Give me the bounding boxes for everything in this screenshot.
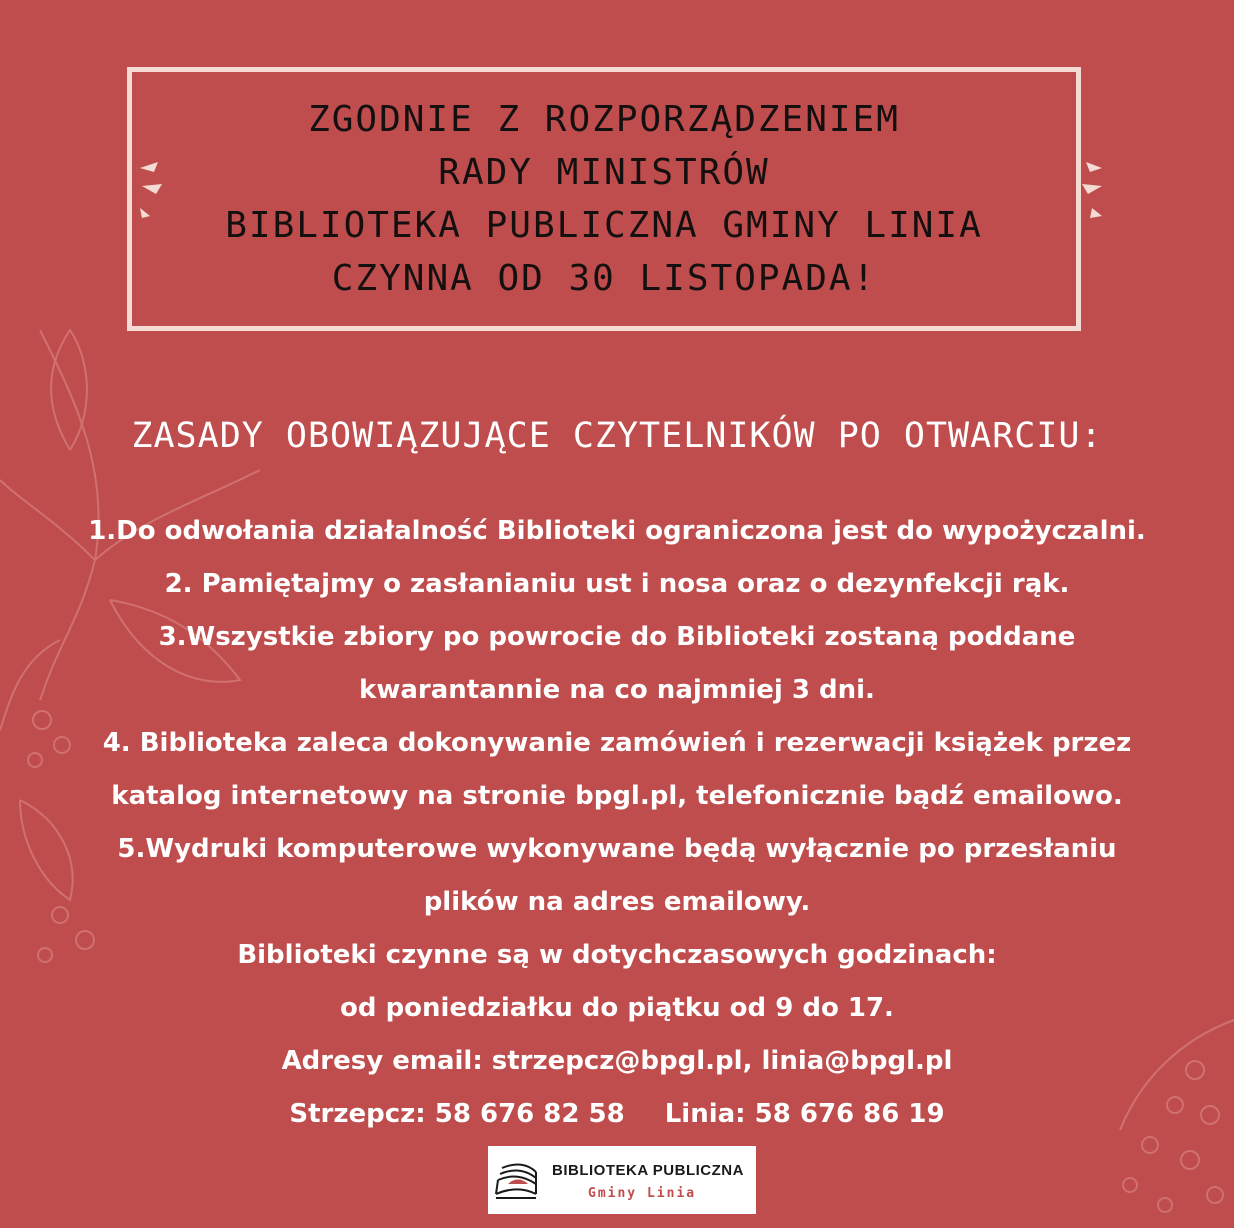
- logo-title: BIBLIOTEKA PUBLICZNA: [552, 1162, 744, 1179]
- logo-subtitle: Gminy Linia: [588, 1186, 697, 1201]
- rule-line: kwarantannie na co najmniej 3 dni.: [359, 675, 875, 705]
- phone-numbers: [0, 1088, 1234, 1141]
- rule-line: katalog internetowy na stronie bpgl.pl, telefonicznie bądź emailowo.: [111, 781, 1123, 811]
- email-addresses: Adresy email: strzepcz@bpgl.pl, linia@bpgl.pl: [281, 1046, 953, 1076]
- header-line-1: ZGODNIE Z ROZPORZĄDZENIEM: [308, 99, 900, 140]
- rule-line: 4. Biblioteka zaleca dokonywanie zamówień i rezerwacji książek przez: [102, 728, 1132, 758]
- rules-body: [0, 505, 1234, 1141]
- phone-strzepcz: Strzepcz: 58 676 82 58: [289, 1099, 625, 1129]
- opening-hours-intro: Biblioteki czynne są w dotychczasowych godzinach:: [237, 940, 997, 970]
- announcement-frame: [127, 67, 1081, 331]
- rules-heading: ZASADY OBOWIĄZUJĄCE CZYTELNIKÓW PO OTWARCIU:: [131, 416, 1103, 456]
- rule-line: 1.Do odwołania działalność Biblioteki ograniczona jest do wypożyczalni.: [88, 516, 1146, 546]
- rule-line: 3.Wszystkie zbiory po powrocie do Biblioteki zostaną poddane: [158, 622, 1076, 652]
- library-logo: [488, 1146, 756, 1214]
- open-book-icon: [494, 1154, 558, 1204]
- rule-line: plików na adres emailowy.: [423, 887, 811, 917]
- header-line-4: CZYNNA OD 30 LISTOPADA!: [331, 258, 877, 299]
- opening-hours: od poniedziałku do piątku od 9 do 17.: [340, 993, 894, 1023]
- rule-line: 5.Wydruki komputerowe wykonywane będą wyłącznie po przesłaniu: [117, 834, 1117, 864]
- phone-linia: Linia: 58 676 86 19: [664, 1099, 945, 1129]
- right-accent-icon: [1078, 160, 1108, 224]
- rule-line: 2. Pamiętajmy o zasłanianiu ust i nosa oraz o dezynfekcji rąk.: [164, 569, 1070, 599]
- header-line-2: RADY MINISTRÓW: [438, 152, 770, 193]
- header-line-3: BIBLIOTEKA PUBLICZNA GMINY LINIA: [225, 205, 983, 246]
